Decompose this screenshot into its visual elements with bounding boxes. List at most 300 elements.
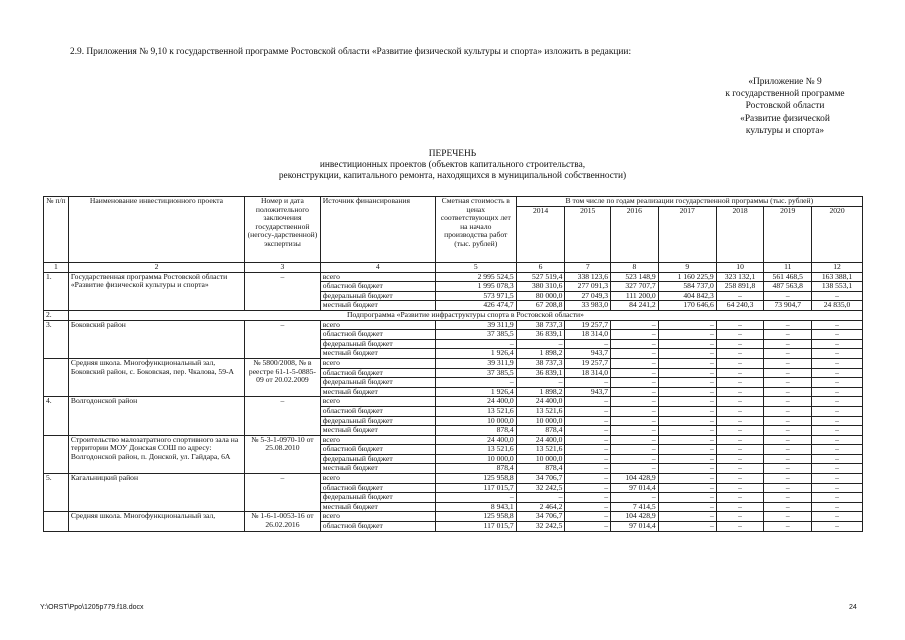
- header-cost: Сметная стоимость в ценах соответствующих лет на начало производства работ (тыс. рублей): [435, 197, 516, 263]
- year-value: 2 464,2: [516, 502, 565, 512]
- funding-source: всего: [320, 435, 435, 445]
- year-value: –: [658, 368, 716, 378]
- year-value: –: [565, 426, 611, 436]
- year-value: 84 241,2: [611, 301, 659, 311]
- year-value: –: [716, 454, 764, 464]
- funding-source: федеральный бюджет: [320, 493, 435, 503]
- header-source: Источник финансирования: [320, 197, 435, 263]
- year-value: –: [764, 358, 812, 368]
- year-value: –: [611, 426, 659, 436]
- year-value: 323 132,1: [716, 272, 764, 282]
- year-value: –: [716, 378, 764, 388]
- year-value: –: [716, 397, 764, 407]
- year-value: –: [716, 464, 764, 474]
- col-number: 10: [716, 263, 764, 273]
- row-number: 1.: [44, 272, 69, 310]
- year-value: 170 646,6: [658, 301, 716, 311]
- year-value: –: [764, 454, 812, 464]
- header-year: 2020: [812, 207, 863, 263]
- col-number: 3: [245, 263, 321, 273]
- row-number: [44, 358, 69, 396]
- year-value: 163 388,1: [812, 272, 863, 282]
- year-value: –: [658, 483, 716, 493]
- year-value: –: [764, 330, 812, 340]
- year-value: 943,7: [565, 349, 611, 359]
- year-value: –: [611, 378, 659, 388]
- intro-paragraph: 2.9. Приложения № 9,10 к государственной программе Ростовской области «Развитие физической культуры и спорта» изложить в редакции:: [70, 47, 632, 57]
- year-value: 258 891,8: [716, 282, 764, 292]
- year-value: 24 835,0: [812, 301, 863, 311]
- year-value: –: [658, 464, 716, 474]
- year-value: –: [764, 474, 812, 484]
- table-row: [44, 320, 863, 330]
- funding-source: федеральный бюджет: [320, 378, 435, 388]
- year-value: –: [764, 502, 812, 512]
- year-value: –: [764, 445, 812, 455]
- funding-source: всего: [320, 358, 435, 368]
- col-number: 2: [68, 263, 244, 273]
- year-value: 64 240,3: [716, 301, 764, 311]
- header-year: 2015: [565, 207, 611, 263]
- estimated-cost: 878,4: [435, 464, 516, 474]
- year-value: –: [716, 483, 764, 493]
- project-name: Средняя школа. Многофункциональный зал,: [68, 512, 244, 531]
- year-value: –: [764, 378, 812, 388]
- header-year: 2016: [611, 207, 659, 263]
- year-value: –: [716, 474, 764, 484]
- expertise-ref: № 1-6-1-0053-16 от 26.02.2016: [245, 512, 321, 531]
- estimated-cost: 10 000,0: [435, 416, 516, 426]
- year-value: 1 160 225,9: [658, 272, 716, 282]
- row-number: [44, 512, 69, 531]
- year-value: –: [812, 378, 863, 388]
- table-row: [44, 474, 863, 484]
- year-value: –: [658, 320, 716, 330]
- year-value: –: [812, 339, 863, 349]
- year-value: –: [565, 339, 611, 349]
- header-year: 2014: [516, 207, 565, 263]
- estimated-cost: 117 015,7: [435, 483, 516, 493]
- row-number: 2.: [44, 310, 69, 320]
- year-value: 277 091,3: [565, 282, 611, 292]
- col-number: 11: [764, 263, 812, 273]
- header-num: № п/п: [44, 197, 69, 263]
- year-value: –: [658, 387, 716, 397]
- year-value: –: [658, 445, 716, 455]
- appendix-line: «Приложение № 9: [748, 77, 822, 87]
- year-value: –: [658, 435, 716, 445]
- year-value: 10 000,0: [516, 454, 565, 464]
- estimated-cost: 1 926,4: [435, 349, 516, 359]
- year-value: –: [565, 378, 611, 388]
- year-value: –: [565, 464, 611, 474]
- funding-source: местный бюджет: [320, 387, 435, 397]
- year-value: 7 414,5: [611, 502, 659, 512]
- year-value: –: [658, 358, 716, 368]
- estimated-cost: 39 311,9: [435, 358, 516, 368]
- year-value: –: [764, 483, 812, 493]
- year-value: –: [716, 426, 764, 436]
- year-value: 27 049,3: [565, 291, 611, 301]
- year-value: 19 257,7: [565, 358, 611, 368]
- year-value: –: [764, 291, 812, 301]
- year-value: 38 737,3: [516, 320, 565, 330]
- year-value: 878,4: [516, 464, 565, 474]
- year-value: –: [611, 320, 659, 330]
- project-name: Государственная программа Ростовской области «Развитие физической культуры и спорта»: [68, 272, 244, 310]
- year-value: –: [611, 454, 659, 464]
- table-row: [44, 272, 863, 282]
- expertise-ref: –: [245, 397, 321, 435]
- year-value: 138 553,1: [812, 282, 863, 292]
- year-value: 36 839,1: [516, 368, 565, 378]
- estimated-cost: 2 995 524,5: [435, 272, 516, 282]
- estimated-cost: 37 385,5: [435, 330, 516, 340]
- year-value: –: [565, 483, 611, 493]
- year-value: –: [565, 406, 611, 416]
- col-number: 8: [611, 263, 659, 273]
- year-value: –: [611, 406, 659, 416]
- funding-source: областной бюджет: [320, 330, 435, 340]
- year-value: 527 519,4: [516, 272, 565, 282]
- year-value: 338 123,6: [565, 272, 611, 282]
- funding-source: областной бюджет: [320, 445, 435, 455]
- col-number: 5: [435, 263, 516, 273]
- year-value: –: [764, 522, 812, 532]
- year-value: –: [565, 474, 611, 484]
- year-value: –: [812, 493, 863, 503]
- estimated-cost: 24 400,0: [435, 397, 516, 407]
- year-value: –: [764, 406, 812, 416]
- funding-source: местный бюджет: [320, 349, 435, 359]
- col-number: 9: [658, 263, 716, 273]
- year-value: 32 242,5: [516, 522, 565, 532]
- table-body: [44, 272, 863, 531]
- year-value: 97 014,4: [611, 522, 659, 532]
- funding-source: всего: [320, 474, 435, 484]
- row-number: [44, 435, 69, 473]
- expertise-ref: № 5800/2008, № в реестре 61-1-5-0885-09 от 20.02.2009: [245, 358, 321, 396]
- year-value: –: [716, 368, 764, 378]
- year-value: –: [716, 387, 764, 397]
- estimated-cost: –: [435, 339, 516, 349]
- year-value: 104 428,9: [611, 474, 659, 484]
- year-value: –: [812, 454, 863, 464]
- funding-source: местный бюджет: [320, 426, 435, 436]
- estimated-cost: –: [435, 493, 516, 503]
- year-value: –: [565, 435, 611, 445]
- funding-source: местный бюджет: [320, 464, 435, 474]
- funding-source: федеральный бюджет: [320, 291, 435, 301]
- subprogram-caption: Подпрограмма «Развитие инфраструктуры спорта в Ростовской области»: [68, 310, 862, 320]
- year-value: –: [716, 358, 764, 368]
- estimated-cost: 117 015,7: [435, 522, 516, 532]
- year-value: 1 898,2: [516, 387, 565, 397]
- appendix-line: Ростовской области: [745, 101, 825, 112]
- col-number: 4: [320, 263, 435, 273]
- estimated-cost: 24 400,0: [435, 435, 516, 445]
- col-number: 7: [565, 263, 611, 273]
- year-value: –: [764, 320, 812, 330]
- year-value: –: [812, 483, 863, 493]
- year-value: 10 000,0: [516, 416, 565, 426]
- year-value: 73 904,7: [764, 301, 812, 311]
- year-value: –: [611, 330, 659, 340]
- appendix-heading: [700, 76, 870, 137]
- year-value: 32 242,5: [516, 483, 565, 493]
- year-value: 24 400,0: [516, 435, 565, 445]
- year-value: 19 257,7: [565, 320, 611, 330]
- row-number: 4.: [44, 397, 69, 435]
- funding-source: областной бюджет: [320, 483, 435, 493]
- year-value: –: [764, 493, 812, 503]
- funding-source: местный бюджет: [320, 502, 435, 512]
- year-value: –: [658, 416, 716, 426]
- subprogram-row: [44, 310, 863, 320]
- year-value: 33 983,0: [565, 301, 611, 311]
- project-name: Кагальницкий район: [68, 474, 244, 512]
- header-name: Наименование инвестиционного проекта: [68, 197, 244, 263]
- year-value: –: [812, 406, 863, 416]
- year-value: –: [812, 387, 863, 397]
- year-value: –: [764, 512, 812, 522]
- year-value: –: [812, 445, 863, 455]
- year-value: 38 737,3: [516, 358, 565, 368]
- footer-file-path: Y:\ORST\Ppo\1205p779.f18.docx: [40, 604, 144, 611]
- funding-source: всего: [320, 512, 435, 522]
- year-value: 561 468,5: [764, 272, 812, 282]
- year-value: 97 014,4: [611, 483, 659, 493]
- year-value: 18 314,0: [565, 330, 611, 340]
- year-value: 13 521,6: [516, 406, 565, 416]
- year-value: –: [812, 512, 863, 522]
- year-value: –: [658, 397, 716, 407]
- table-row: [44, 435, 863, 445]
- year-value: 34 706,7: [516, 474, 565, 484]
- year-value: –: [565, 512, 611, 522]
- funding-source: всего: [320, 320, 435, 330]
- year-value: –: [658, 493, 716, 503]
- year-value: –: [611, 445, 659, 455]
- year-value: –: [658, 378, 716, 388]
- year-value: –: [611, 358, 659, 368]
- col-number: 12: [812, 263, 863, 273]
- year-value: 943,7: [565, 387, 611, 397]
- year-value: –: [611, 493, 659, 503]
- estimated-cost: 37 385,5: [435, 368, 516, 378]
- estimated-cost: 10 000,0: [435, 454, 516, 464]
- year-value: 36 839,1: [516, 330, 565, 340]
- year-value: –: [565, 445, 611, 455]
- header-years-caption: В том числе по годам реализации государственной программы (тыс. рублей): [516, 197, 862, 207]
- col-number: 6: [516, 263, 565, 273]
- year-value: –: [764, 368, 812, 378]
- appendix-line: к государственной программе: [725, 89, 845, 100]
- expertise-ref: –: [245, 320, 321, 358]
- year-value: –: [764, 426, 812, 436]
- year-value: –: [812, 397, 863, 407]
- project-name: Строительство малозатратного спортивного зала на территории МОУ Донская СОШ по адресу: Волгодонской район, п. Донской, ул. Гайдара, 6А: [68, 435, 244, 473]
- year-value: –: [812, 464, 863, 474]
- appendix-line: «Развитие физической: [740, 113, 830, 124]
- year-value: –: [716, 291, 764, 301]
- year-value: –: [812, 474, 863, 484]
- page-number: 24: [849, 604, 857, 611]
- year-value: 80 000,0: [516, 291, 565, 301]
- funding-source: федеральный бюджет: [320, 339, 435, 349]
- year-value: –: [716, 493, 764, 503]
- estimated-cost: 8 943,1: [435, 502, 516, 512]
- year-value: –: [658, 522, 716, 532]
- year-value: 380 310,6: [516, 282, 565, 292]
- header-year: 2017: [658, 207, 716, 263]
- year-value: 327 707,7: [611, 282, 659, 292]
- year-value: –: [611, 339, 659, 349]
- appendix-line: культуры и спорта»: [745, 125, 825, 136]
- expertise-ref: № 5-3-1-0970-10 от 25.08.2010: [245, 435, 321, 473]
- header-expertise: Номер и дата положительного заключения государственной (негосу-дарственной) экспертизы: [245, 197, 321, 263]
- year-value: –: [658, 330, 716, 340]
- estimated-cost: 125 958,8: [435, 512, 516, 522]
- year-value: –: [716, 320, 764, 330]
- year-value: –: [611, 464, 659, 474]
- row-number: 3.: [44, 320, 69, 358]
- year-value: 111 200,0: [611, 291, 659, 301]
- year-value: –: [658, 474, 716, 484]
- year-value: 34 706,7: [516, 512, 565, 522]
- year-value: 24 400,0: [516, 397, 565, 407]
- year-value: 584 737,0: [658, 282, 716, 292]
- year-value: 18 314,0: [565, 368, 611, 378]
- estimated-cost: 878,4: [435, 426, 516, 436]
- estimated-cost: 426 474,7: [435, 301, 516, 311]
- year-value: –: [716, 330, 764, 340]
- project-name: Волгодонской район: [68, 397, 244, 435]
- year-value: –: [812, 426, 863, 436]
- year-value: –: [565, 397, 611, 407]
- investment-projects-table: [43, 196, 863, 532]
- year-value: –: [658, 406, 716, 416]
- year-value: –: [812, 291, 863, 301]
- year-value: 13 521,6: [516, 445, 565, 455]
- column-numbers-row: [44, 263, 863, 273]
- funding-source: всего: [320, 397, 435, 407]
- expertise-ref: –: [245, 272, 321, 310]
- estimated-cost: 39 311,9: [435, 320, 516, 330]
- year-value: –: [611, 349, 659, 359]
- year-value: 487 563,8: [764, 282, 812, 292]
- funding-source: федеральный бюджет: [320, 454, 435, 464]
- year-value: 404 842,3: [658, 291, 716, 301]
- year-value: 523 148,9: [611, 272, 659, 282]
- year-value: –: [565, 502, 611, 512]
- document-subtitle-2: реконструкции, капитального ремонта, находящихся в муниципальной собственности): [278, 171, 627, 181]
- year-value: –: [658, 349, 716, 359]
- document-subtitle: инвестиционных проектов (объектов капитального строительства,: [319, 160, 586, 170]
- year-value: –: [812, 368, 863, 378]
- year-value: –: [716, 522, 764, 532]
- col-number: 1: [44, 263, 69, 273]
- estimated-cost: 573 971,5: [435, 291, 516, 301]
- funding-source: федеральный бюджет: [320, 416, 435, 426]
- project-name: Боковский район: [68, 320, 244, 358]
- year-value: –: [716, 502, 764, 512]
- year-value: –: [516, 378, 565, 388]
- year-value: –: [565, 416, 611, 426]
- year-value: –: [716, 435, 764, 445]
- year-value: –: [658, 454, 716, 464]
- year-value: –: [764, 397, 812, 407]
- expertise-ref: –: [245, 474, 321, 512]
- project-name: Средняя школа. Многофункциональный зал, Боковский район, с. Боковская, пер. Чкалова, 59-А: [68, 358, 244, 396]
- year-value: –: [764, 464, 812, 474]
- year-value: –: [764, 339, 812, 349]
- funding-source: областной бюджет: [320, 368, 435, 378]
- year-value: 878,4: [516, 426, 565, 436]
- table-row: [44, 512, 863, 522]
- year-value: –: [812, 435, 863, 445]
- year-value: –: [812, 330, 863, 340]
- estimated-cost: 1 926,4: [435, 387, 516, 397]
- year-value: –: [812, 522, 863, 532]
- funding-source: областной бюджет: [320, 406, 435, 416]
- year-value: –: [812, 502, 863, 512]
- year-value: –: [812, 349, 863, 359]
- document-title: ПЕРЕЧЕНЬ: [428, 149, 477, 159]
- year-value: –: [764, 349, 812, 359]
- year-value: –: [658, 502, 716, 512]
- row-number: 5.: [44, 474, 69, 512]
- year-value: –: [716, 416, 764, 426]
- year-value: –: [611, 387, 659, 397]
- year-value: –: [611, 416, 659, 426]
- funding-source: местный бюджет: [320, 301, 435, 311]
- header-year: 2019: [764, 207, 812, 263]
- year-value: –: [611, 397, 659, 407]
- year-value: –: [812, 320, 863, 330]
- year-value: –: [764, 387, 812, 397]
- table-row: [44, 397, 863, 407]
- funding-source: областной бюджет: [320, 282, 435, 292]
- estimated-cost: 13 521,6: [435, 406, 516, 416]
- year-value: –: [812, 358, 863, 368]
- year-value: –: [658, 512, 716, 522]
- estimated-cost: 1 995 078,3: [435, 282, 516, 292]
- estimated-cost: –: [435, 378, 516, 388]
- funding-source: всего: [320, 272, 435, 282]
- year-value: 67 208,8: [516, 301, 565, 311]
- header-year: 2018: [716, 207, 764, 263]
- year-value: –: [565, 493, 611, 503]
- year-value: –: [565, 454, 611, 464]
- year-value: –: [565, 522, 611, 532]
- year-value: –: [716, 349, 764, 359]
- estimated-cost: 13 521,6: [435, 445, 516, 455]
- year-value: –: [716, 339, 764, 349]
- year-value: 1 898,2: [516, 349, 565, 359]
- year-value: –: [516, 339, 565, 349]
- year-value: –: [658, 339, 716, 349]
- year-value: 104 428,9: [611, 512, 659, 522]
- year-value: –: [764, 435, 812, 445]
- estimated-cost: 125 958,8: [435, 474, 516, 484]
- year-value: –: [716, 406, 764, 416]
- funding-source: областной бюджет: [320, 522, 435, 532]
- year-value: –: [716, 445, 764, 455]
- year-value: –: [658, 426, 716, 436]
- year-value: –: [764, 416, 812, 426]
- year-value: –: [611, 435, 659, 445]
